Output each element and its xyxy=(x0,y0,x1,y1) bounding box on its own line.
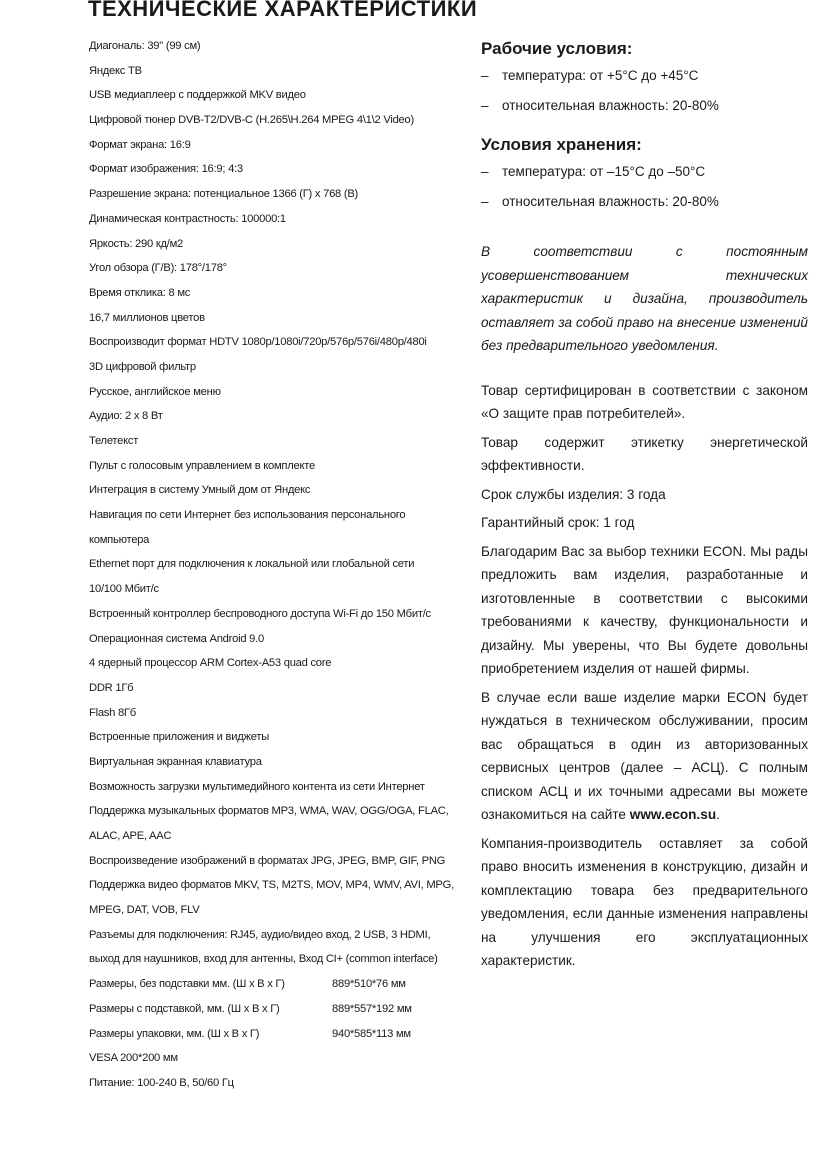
spec-item: DDR 1Гб xyxy=(89,681,134,694)
spec-item: USB медиаплеер с поддержкой MKV видео xyxy=(89,89,306,102)
thanks-text: Благодарим Вас за выбор техники ECON. Мы рады предложить вам изделия, разработанные и изготовленные в соответствии с высокими требованиями к качеству, функциональности и дизайну. Мы уверены, что Вы будете довольны приобретением изделия от нашей фирмы. xyxy=(481,543,808,676)
dimension-label: Размеры упаковки, мм. (Ш х В х Г) xyxy=(89,1027,260,1040)
dash: – xyxy=(481,68,489,83)
service-life-text: Срок службы изделия: 3 года xyxy=(481,486,666,502)
spec-item: 3D цифровой фильтр xyxy=(89,360,196,373)
condition-item xyxy=(481,187,808,217)
spec-item: Встроенный контроллер беспроводного доступа Wi-Fi до 150 Мбит/с xyxy=(89,607,431,620)
dash: – xyxy=(481,98,489,113)
condition-text: температура: от –15°С до –50°С xyxy=(502,164,706,179)
spec-item: Формат изображения: 16:9; 4:3 xyxy=(89,163,243,176)
spec-item: Пульт с голосовым управлением в комплекте xyxy=(89,459,315,472)
spec-item: 16,7 миллионов цветов xyxy=(89,311,205,324)
condition-item xyxy=(481,61,808,91)
spec-item: Русское, английское меню xyxy=(89,385,221,398)
spec-item: Операционная система Android 9.0 xyxy=(89,632,264,645)
spec-item: Угол обзора (Г/В): 178°/178° xyxy=(89,262,227,275)
spec-item: MPEG, DAT, VOB, FLV xyxy=(89,904,200,917)
spec-item: Поддержка видео форматов MKV, TS, M2TS, MOV, MP4, WMV, AVI, MPG, xyxy=(89,879,454,892)
spec-item: Виртуальная экранная клавиатура xyxy=(89,755,262,768)
spec-item: компьютера xyxy=(89,533,150,546)
rights-text: Компания-производитель оставляет за собой право вносить изменения в конструкцию, дизайн и комплектацию товара без предварительного уведомления, если данные изменения направлены на улучшения его эксплуатационных характеристик. xyxy=(481,835,808,968)
spec-item: Время отклика: 8 мс xyxy=(89,286,191,299)
spec-item: Динамическая контрастность: 100000:1 xyxy=(89,212,286,225)
operating-conditions-list xyxy=(481,61,808,121)
spec-item: Flash 8Гб xyxy=(89,706,136,719)
spec-item: 10/100 Мбит/с xyxy=(89,583,159,596)
right-column xyxy=(481,36,808,973)
spec-item: выход для наушников, вход для антенны, Вход CI+ (common interface) xyxy=(89,953,438,966)
spec-item: Питание: 100-240 В, 50/60 Гц xyxy=(89,1076,234,1089)
dimension-label: Размеры с подставкой, мм. (Ш х В х Г) xyxy=(89,1002,280,1015)
spec-item: Поддержка музыкальных форматов MP3, WMA, WAV, OGG/OGA, FLAC, xyxy=(89,805,449,818)
improvement-note: В соответствии с постоянным усовершенствованием технических характеристик и дизайна, производитель оставляет за собой право на внесение изменений без предварительного уведомления. xyxy=(481,244,808,353)
service-paragraph xyxy=(481,686,808,827)
spec-item: Разъемы для подключения: RJ45, аудио/видео вход, 2 USB, 3 HDMI, xyxy=(89,928,431,941)
spec-item: Яндекс ТВ xyxy=(89,64,142,77)
spec-item: Встроенные приложения и виджеты xyxy=(89,731,269,744)
spec-item: Интеграция в систему Умный дом от Яндекс xyxy=(89,484,311,497)
condition-text: относительная влажность: 20-80% xyxy=(502,98,719,113)
service-text: В случае если ваше изделие марки ECON будет нуждаться в техническом обслуживании, просим вас обращаться в один из авторизованных сервисных центров (далее – АСЦ). С полным списком АСЦ и их точными адресами вы можете ознакомиться на сайте xyxy=(481,689,808,822)
dimension-value: 889*557*192 мм xyxy=(332,1002,412,1015)
page-title: ТЕХНИЧЕСКИЕ ХАРАКТЕРИСТИКИ xyxy=(88,0,478,21)
dash: – xyxy=(481,194,489,209)
condition-item xyxy=(481,91,808,121)
spec-item: Воспроизводит формат HDTV 1080p/1080i/720p/576p/576i/480p/480i xyxy=(89,336,427,349)
spec-item: Телетекст xyxy=(89,435,139,447)
dimension-value: 889*510*76 мм xyxy=(332,978,406,991)
dimension-row xyxy=(89,997,461,1022)
dimension-label: Размеры, без подставки мм. (Ш х В х Г) xyxy=(89,978,285,991)
spec-item: Разрешение экрана: потенциальное 1366 (Г) х 768 (В) xyxy=(89,188,359,201)
spec-item: Формат экрана: 16:9 xyxy=(89,138,191,151)
storage-conditions-list xyxy=(481,157,808,217)
spec-item: 4 ядерный процессор ARM Cortex-A53 quad core xyxy=(89,657,332,670)
dimension-value: 940*585*113 мм xyxy=(332,1027,411,1040)
dimension-row xyxy=(89,972,461,997)
storage-conditions-heading: Условия хранения: xyxy=(481,135,642,154)
spec-item: Возможность загрузки мультимедийного контента из сети Интернет xyxy=(89,780,425,793)
spec-item: VESA 200*200 мм xyxy=(89,1052,178,1065)
spec-item: Воспроизведение изображений в форматах JPG, JPEG, BMP, GIF, PNG xyxy=(89,854,446,867)
warranty-text: Гарантийный срок: 1 год xyxy=(481,515,635,530)
certified-text: Товар сертифицирован в соответствии с законом «О защите прав потребителей». xyxy=(481,382,808,421)
spec-item: Диагональ: 39" (99 см) xyxy=(89,40,201,52)
website-link[interactable]: www.econ.su xyxy=(629,807,717,822)
spec-item: Аудио: 2 х 8 Вт xyxy=(89,410,163,423)
operating-conditions-heading: Рабочие условия: xyxy=(481,39,633,58)
spec-item: ALAC, APE, AAC xyxy=(89,830,172,842)
spec-item: Яркость: 290 кд/м2 xyxy=(89,237,184,250)
website-suffix: . xyxy=(716,807,720,822)
spec-item: Цифровой тюнер DVB-T2/DVB-C (H.265\H.264 MPEG 4\1\2 Video) xyxy=(89,114,414,127)
specs-list xyxy=(89,34,461,1096)
dimension-row xyxy=(89,1022,461,1047)
spec-item: Навигация по сети Интернет без использования персонального xyxy=(89,509,406,522)
condition-text: относительная влажность: 20-80% xyxy=(502,194,719,209)
condition-text: температура: от +5°С до +45°С xyxy=(502,68,699,83)
energy-label-text: Товар содержит этикетку энергетической эффективности. xyxy=(481,434,808,473)
spec-item: Ethernet порт для подключения к локальной или глобальной сети xyxy=(89,558,415,571)
dash: – xyxy=(481,164,489,179)
condition-item xyxy=(481,157,808,187)
